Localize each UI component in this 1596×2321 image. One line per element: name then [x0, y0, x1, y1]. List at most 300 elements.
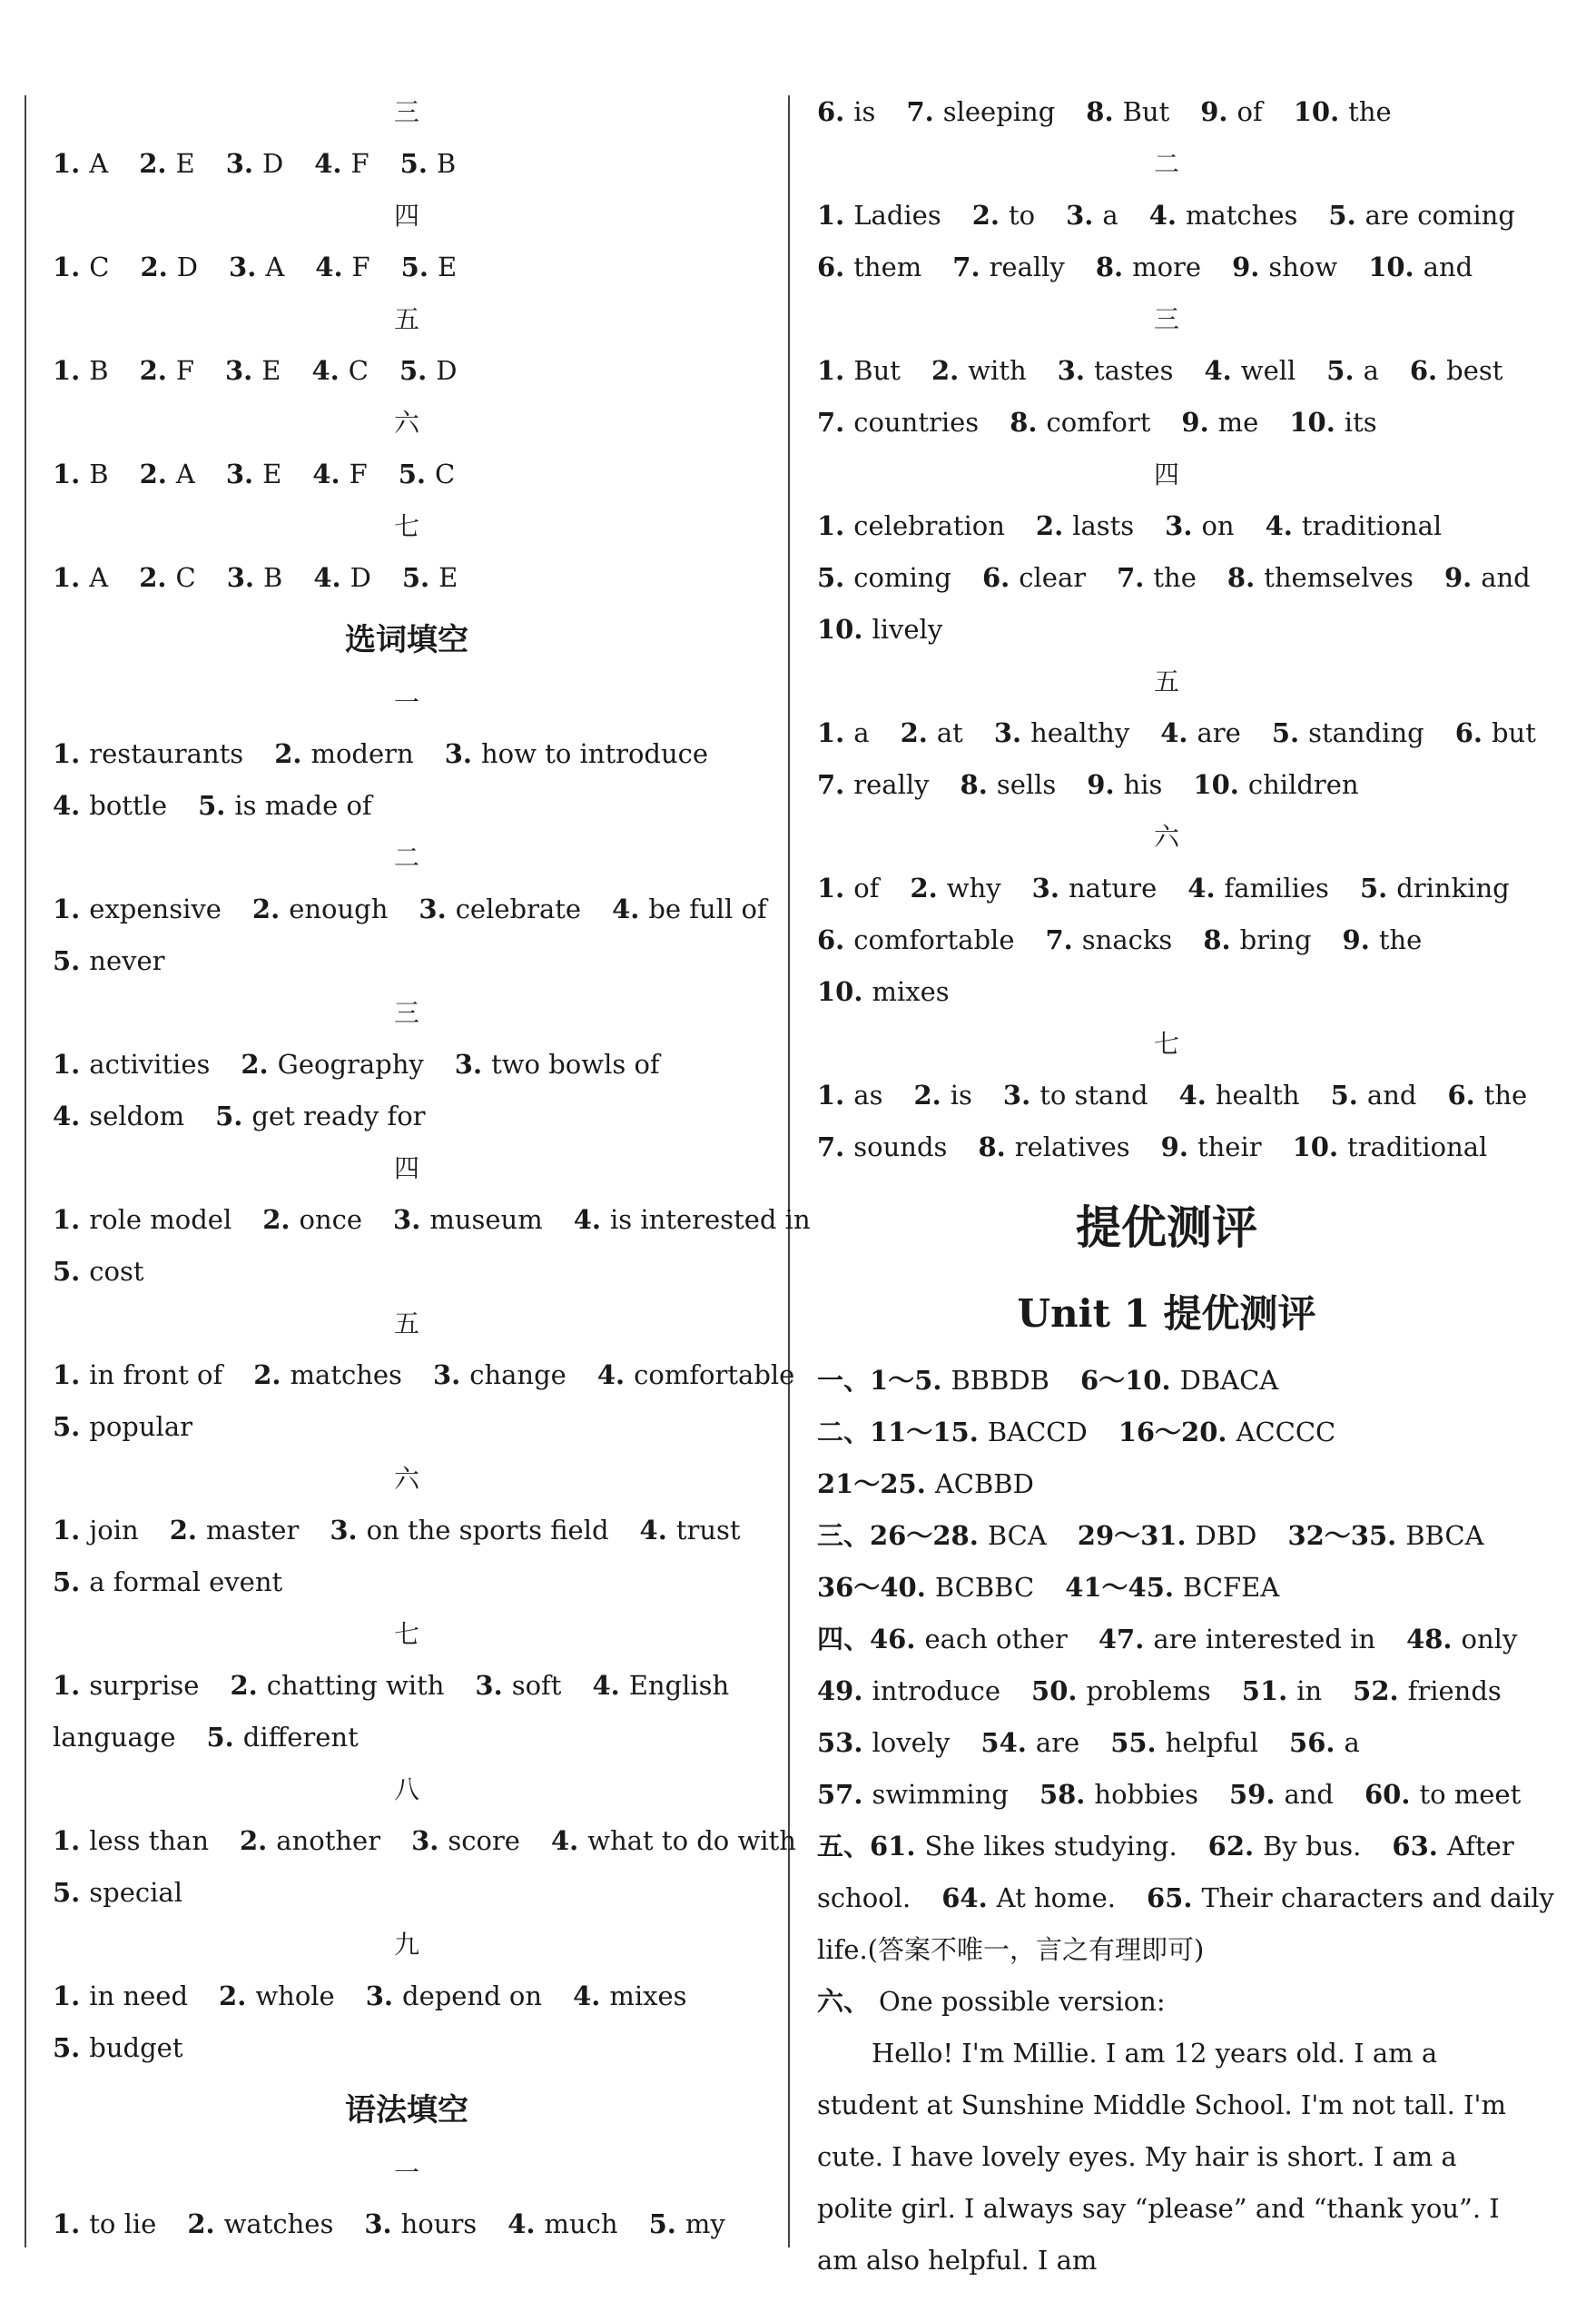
answer-item: [399, 345, 458, 397]
question-number: 2.: [139, 355, 167, 386]
answer-text: F: [349, 459, 368, 489]
answer-text: One possible version:: [879, 1986, 1166, 2017]
answer-item: [1232, 242, 1337, 293]
answer-text: the: [1153, 562, 1197, 593]
answer-item: [53, 1970, 188, 2022]
answer-text: BCFEA: [1183, 1572, 1280, 1603]
answer-item: [1179, 1070, 1300, 1121]
answer-text: their: [1197, 1131, 1262, 1162]
answer-text: watches: [223, 2208, 334, 2239]
answer-item: [1193, 759, 1358, 811]
answer-item: [817, 86, 875, 138]
answer-text: families: [1224, 873, 1329, 904]
answer-item: [817, 1458, 1034, 1510]
answer-text: coming: [853, 562, 951, 593]
answer-item: [53, 449, 109, 500]
answer-item: [262, 1194, 362, 1246]
part-heading: 九: [393, 1930, 419, 1960]
answer-item: [817, 552, 951, 604]
question-number: 2.: [219, 1980, 247, 2011]
answer-item: [1118, 1407, 1336, 1458]
answer-text: is: [853, 96, 876, 127]
answer-text: chatting with: [266, 1670, 445, 1701]
answer-item: [226, 138, 284, 190]
answer-row: [53, 1039, 761, 1091]
question-number: 3.: [1031, 873, 1059, 904]
answer-text: in need: [89, 1980, 189, 2011]
answer-text: once: [299, 1204, 363, 1235]
answer-item: [507, 2198, 617, 2250]
question-number: 3.: [225, 355, 253, 386]
part-heading: 四: [393, 1153, 419, 1183]
question-number: 56.: [1289, 1727, 1335, 1758]
question-number: 3.: [365, 1980, 393, 2011]
question-number: 48.: [1406, 1624, 1453, 1654]
question-number: 2.: [913, 1080, 941, 1111]
question-number: 41～45.: [1065, 1572, 1175, 1603]
answer-item: [612, 884, 767, 935]
answer-text: school.: [817, 1882, 911, 1913]
answer-item: [53, 1815, 209, 1867]
answer-row: [817, 1510, 1516, 1562]
answer-item: [1187, 863, 1329, 914]
answer-row: [817, 1562, 1516, 1614]
answer-text: another: [276, 1825, 381, 1856]
question-number: 54.: [980, 1727, 1027, 1758]
answer-text: lively: [872, 614, 943, 645]
question-number: 8.: [960, 769, 988, 800]
question-number: 1.: [817, 510, 845, 541]
question-number: 10.: [1289, 407, 1335, 438]
answer-text: clear: [1019, 562, 1087, 593]
answer-item: [941, 1872, 1116, 1924]
answer-text: bottle: [89, 790, 168, 821]
answer-row: [53, 884, 767, 935]
answer-item: [53, 728, 243, 780]
answer-item: [1204, 345, 1296, 397]
question-number: 10.: [817, 976, 863, 1007]
answer-item: [1032, 863, 1158, 914]
answer-row: [53, 780, 761, 832]
answer-text: a: [853, 717, 870, 748]
answer-item: [1003, 1070, 1148, 1121]
question-number: 1.: [53, 252, 81, 282]
answer-text: D: [261, 148, 284, 179]
question-number: 9.: [1443, 562, 1473, 593]
answer-text: is interested in: [610, 1204, 811, 1235]
answer-text: comfortable: [634, 1359, 795, 1390]
part-heading: 二: [1153, 149, 1179, 179]
answer-text: in front of: [89, 1359, 223, 1390]
question-number: 2.: [240, 1825, 268, 1856]
question-number: 62.: [1207, 1831, 1255, 1862]
answer-item: [1455, 707, 1536, 759]
question-number: 6.: [1447, 1080, 1475, 1111]
answer-text: a: [1102, 200, 1118, 231]
question-number: 5.: [53, 2032, 81, 2063]
answer-text: DBD: [1195, 1520, 1257, 1551]
answer-item: [253, 1349, 402, 1401]
part-heading: 四: [1153, 459, 1179, 489]
answer-text: relatives: [1014, 1131, 1130, 1162]
answer-row: [817, 500, 1516, 552]
answer-text: to: [1009, 200, 1036, 231]
question-number: 4.: [612, 894, 640, 924]
answer-item: [53, 1246, 144, 1298]
answer-text: D: [436, 355, 458, 386]
answer-item: [311, 345, 368, 397]
answer-text: problems: [1086, 1675, 1211, 1706]
question-number: 59.: [1229, 1779, 1276, 1810]
answer-text: a: [1363, 355, 1379, 386]
question-number: 5.: [53, 1256, 81, 1287]
answer-item: [1058, 345, 1174, 397]
answer-text: nature: [1068, 873, 1158, 904]
question-number: 10.: [817, 614, 863, 645]
question-number: 4.: [1204, 355, 1232, 386]
answer-item: [219, 1970, 335, 2022]
answer-row: [53, 935, 761, 987]
question-number: 52.: [1353, 1675, 1399, 1706]
answer-row: [53, 1712, 761, 1763]
question-number: 8.: [1086, 96, 1114, 127]
answer-item: [817, 1821, 1177, 1872]
answer-item: [978, 1121, 1129, 1173]
answer-text: A: [89, 148, 109, 179]
question-number: 4.: [1178, 1080, 1207, 1111]
question-number: 49.: [817, 1675, 863, 1706]
part-heading: 七: [393, 511, 419, 541]
question-number: 5.: [1326, 355, 1355, 386]
question-number: 4.: [312, 459, 340, 489]
question-number: 5.: [817, 562, 845, 593]
answer-text: how to introduce: [480, 738, 709, 769]
answer-row: [817, 190, 1516, 242]
answer-text: E: [262, 459, 282, 489]
question-number: 65.: [1147, 1882, 1193, 1913]
right-column: [817, 86, 1554, 2286]
answer-item: [1160, 707, 1241, 759]
answer-item: [961, 759, 1057, 811]
question-number: 4.: [639, 1515, 667, 1546]
question-number: 1.: [53, 738, 81, 769]
question-number: 1.: [53, 1980, 81, 2011]
answer-item: [913, 1070, 971, 1121]
answer-item: [817, 707, 870, 759]
answer-text: sleeping: [942, 96, 1056, 127]
question-number: 10.: [1293, 96, 1340, 127]
answer-item: [215, 1091, 425, 1142]
answer-row: [53, 1194, 811, 1246]
question-number: 3.: [454, 1049, 483, 1080]
question-number: 6.: [1454, 717, 1483, 748]
answer-item: [574, 1194, 811, 1246]
answer-text: role model: [89, 1204, 232, 1235]
answer-item: [994, 707, 1129, 759]
answer-item: [140, 345, 194, 397]
question-number: 9.: [1342, 924, 1370, 955]
answer-text: is: [950, 1080, 972, 1111]
answer-item: [1203, 914, 1311, 966]
question-number: 3.: [1057, 355, 1085, 386]
answer-item: [227, 552, 283, 604]
answer-item: [312, 449, 367, 500]
question-number: 8.: [978, 1131, 1006, 1162]
answer-text: drinking: [1396, 873, 1510, 904]
question-number: 9.: [1232, 252, 1260, 282]
question-number: 5.: [648, 2208, 676, 2239]
question-number: 2.: [169, 1515, 197, 1546]
question-number: 2.: [262, 1204, 291, 1235]
answer-text: the: [1483, 1080, 1528, 1111]
question-number: 53.: [817, 1727, 863, 1758]
answer-item: [241, 1039, 423, 1091]
part-heading: 五: [1153, 667, 1179, 696]
answer-text: language: [53, 1722, 176, 1753]
answer-item: [901, 707, 963, 759]
section-title: 语法填空: [345, 2092, 468, 2128]
answer-item: [1392, 1821, 1513, 1872]
answer-text: A: [89, 562, 109, 593]
question-number: 4.: [1187, 873, 1216, 904]
answer-text: but: [1491, 717, 1536, 748]
part-heading: 六: [393, 408, 419, 438]
part-heading: 七: [1153, 1029, 1179, 1059]
answer-item: [573, 1970, 686, 2022]
answer-text: and: [1423, 252, 1473, 282]
answer-item: [1078, 1510, 1257, 1562]
answer-text: to lie: [89, 2208, 157, 2239]
answer-item: [817, 1355, 1049, 1407]
answer-text: the: [1378, 924, 1423, 955]
question-number: 1.: [817, 200, 845, 231]
answer-row: [53, 1556, 761, 1608]
answer-text: budget: [89, 2032, 183, 2063]
answer-item: [419, 884, 581, 935]
question-number: 6.: [1409, 355, 1438, 386]
question-number: 5.: [399, 148, 428, 179]
question-number: 5.: [401, 562, 430, 593]
answer-text: C: [175, 562, 196, 593]
answer-item: [1360, 863, 1510, 914]
question-number: 7.: [906, 96, 934, 127]
answer-item: [1331, 1070, 1417, 1121]
answer-text: lasts: [1072, 510, 1135, 541]
answer-text: and: [1366, 1080, 1417, 1111]
answer-row: [817, 1407, 1516, 1458]
answer-text: what to do with: [587, 1825, 796, 1856]
question-number: 4.: [1148, 200, 1177, 231]
question-number: 6～10.: [1079, 1365, 1171, 1396]
part-heading: 五: [393, 1309, 419, 1338]
question-number: 64.: [941, 1882, 988, 1913]
question-number: 6.: [817, 924, 845, 955]
part-heading: 六: [393, 1464, 419, 1494]
answer-item: [1161, 1121, 1262, 1173]
question-number: 4.: [573, 1204, 602, 1235]
answer-row: [53, 728, 761, 780]
unit-title: Unit 1 提优测评: [1017, 1291, 1316, 1336]
question-number: 2.: [900, 717, 928, 748]
answer-text: get ready for: [251, 1101, 426, 1131]
answer-item: [1165, 500, 1234, 552]
answer-item: [1364, 1769, 1521, 1821]
answer-item: [910, 863, 1000, 914]
answer-text: with: [968, 355, 1027, 386]
question-number: 5.: [215, 1101, 243, 1131]
question-number: 5.: [198, 790, 226, 821]
answer-item: [53, 552, 108, 604]
answer-text: are coming: [1364, 200, 1515, 231]
question-number: 50.: [1031, 1675, 1078, 1706]
answer-text: activities: [89, 1049, 211, 1080]
answer-text: introduce: [872, 1675, 1001, 1706]
question-number: 3.: [993, 717, 1022, 748]
answer-item: [402, 552, 458, 604]
answer-item: [1368, 242, 1473, 293]
question-number: 29～31.: [1077, 1520, 1187, 1551]
answer-item: [313, 552, 371, 604]
answer-item: [1266, 500, 1443, 552]
question-number: 1.: [53, 562, 81, 593]
question-number: 57.: [817, 1779, 863, 1810]
answer-text: health: [1215, 1080, 1300, 1111]
question-number: 3.: [419, 894, 447, 924]
column-divider: [788, 95, 790, 2247]
question-number: 3.: [411, 1825, 439, 1856]
answer-row: [817, 1355, 1516, 1407]
answer-item: [53, 1505, 139, 1556]
answer-text: BACCD: [987, 1417, 1088, 1447]
answer-text: traditional: [1301, 510, 1443, 541]
answer-text: BCBBC: [934, 1572, 1035, 1603]
answer-text: in: [1296, 1675, 1323, 1706]
answer-row: [817, 552, 1531, 604]
answer-item: [1010, 397, 1150, 449]
answer-text: A: [265, 252, 285, 282]
answer-text: much: [544, 2208, 618, 2239]
question-number: 5.: [53, 1566, 81, 1597]
answer-row: [53, 2198, 761, 2250]
answer-item: [198, 780, 372, 832]
question-number: 1.: [817, 717, 845, 748]
question-number: 3.: [1066, 200, 1094, 231]
answer-item: [401, 242, 457, 293]
question-number: 7.: [952, 252, 980, 282]
answer-text: enough: [289, 894, 389, 924]
answer-text: well: [1240, 355, 1296, 386]
answer-text: and: [1284, 1779, 1334, 1810]
answer-item: [1410, 345, 1503, 397]
answer-item: [170, 1505, 300, 1556]
question-number: 2.: [931, 355, 960, 386]
answer-text: E: [175, 148, 195, 179]
answer-item: [817, 759, 930, 811]
question-number: 3.: [1165, 510, 1193, 541]
answer-item: [1087, 759, 1162, 811]
question-number: 4.: [550, 1825, 579, 1856]
answer-text: special: [89, 1877, 182, 1908]
answer-text: children: [1247, 769, 1359, 800]
answer-item: [817, 966, 950, 1018]
answer-text: modern: [310, 738, 414, 769]
answer-row: [53, 1401, 761, 1453]
answer-text: tastes: [1093, 355, 1174, 386]
answer-item: [139, 138, 194, 190]
question-number: 9.: [1181, 407, 1209, 438]
answer-text: F: [350, 148, 369, 179]
question-number: 63.: [1392, 1831, 1438, 1862]
question-number: 1.: [53, 355, 81, 386]
question-number: 5.: [1328, 200, 1356, 231]
answer-item: [1045, 914, 1172, 966]
question-number: 5.: [53, 945, 81, 976]
question-number: 1.: [53, 459, 81, 489]
answer-item: [475, 1660, 561, 1712]
answer-text: whole: [255, 1980, 335, 2011]
answer-item: [364, 2198, 477, 2250]
answer-text: English: [628, 1670, 730, 1701]
question-number: 4.: [573, 1980, 601, 2011]
answer-text: his: [1123, 769, 1163, 800]
answer-item: [817, 397, 979, 449]
answer-item: [1287, 1510, 1483, 1562]
answer-text: B: [89, 355, 109, 386]
answer-row: [53, 2022, 761, 2074]
part-heading: 二: [393, 843, 419, 873]
answer-text: really: [853, 769, 930, 800]
question-number: 1.: [53, 148, 81, 179]
answer-item: [53, 935, 165, 987]
answer-item: [1080, 1355, 1278, 1407]
part-heading: 三: [1153, 304, 1179, 334]
answer-text: soft: [511, 1670, 562, 1701]
answer-text: countries: [853, 407, 980, 438]
answer-row: [817, 1121, 1516, 1173]
question-number: 4.: [507, 2208, 536, 2239]
answer-text: of: [853, 873, 880, 904]
answer-item: [53, 2198, 156, 2250]
answer-item: [817, 1665, 1000, 1717]
answer-item: [53, 1194, 232, 1246]
answer-item: [1065, 1562, 1279, 1614]
answer-item: [906, 86, 1055, 138]
question-number: 3.: [432, 1359, 461, 1390]
answer-text: hobbies: [1094, 1779, 1198, 1810]
answer-text: are: [1197, 717, 1241, 748]
question-number: 10.: [1292, 1131, 1339, 1162]
answer-item: [817, 604, 942, 656]
question-number: 1.: [53, 2208, 81, 2239]
answer-item: [399, 449, 455, 500]
answer-text: more: [1132, 252, 1202, 282]
answer-text: C: [348, 355, 369, 386]
question-number: 5.: [206, 1722, 234, 1753]
answer-item: [53, 780, 167, 832]
question-number: 4.: [311, 355, 340, 386]
question-number: 2.: [241, 1049, 269, 1080]
answer-text: Their characters and daily: [1201, 1882, 1554, 1913]
answer-text: lovely: [872, 1727, 951, 1758]
answer-text: be full of: [648, 894, 767, 924]
answer-item: [53, 242, 109, 293]
answer-item: [817, 1070, 882, 1121]
question-number: 3.: [226, 562, 254, 593]
answer-text: Ladies: [853, 200, 941, 231]
answer-text: expensive: [89, 894, 222, 924]
answer-text: my: [685, 2208, 725, 2239]
answer-item: [53, 138, 108, 190]
